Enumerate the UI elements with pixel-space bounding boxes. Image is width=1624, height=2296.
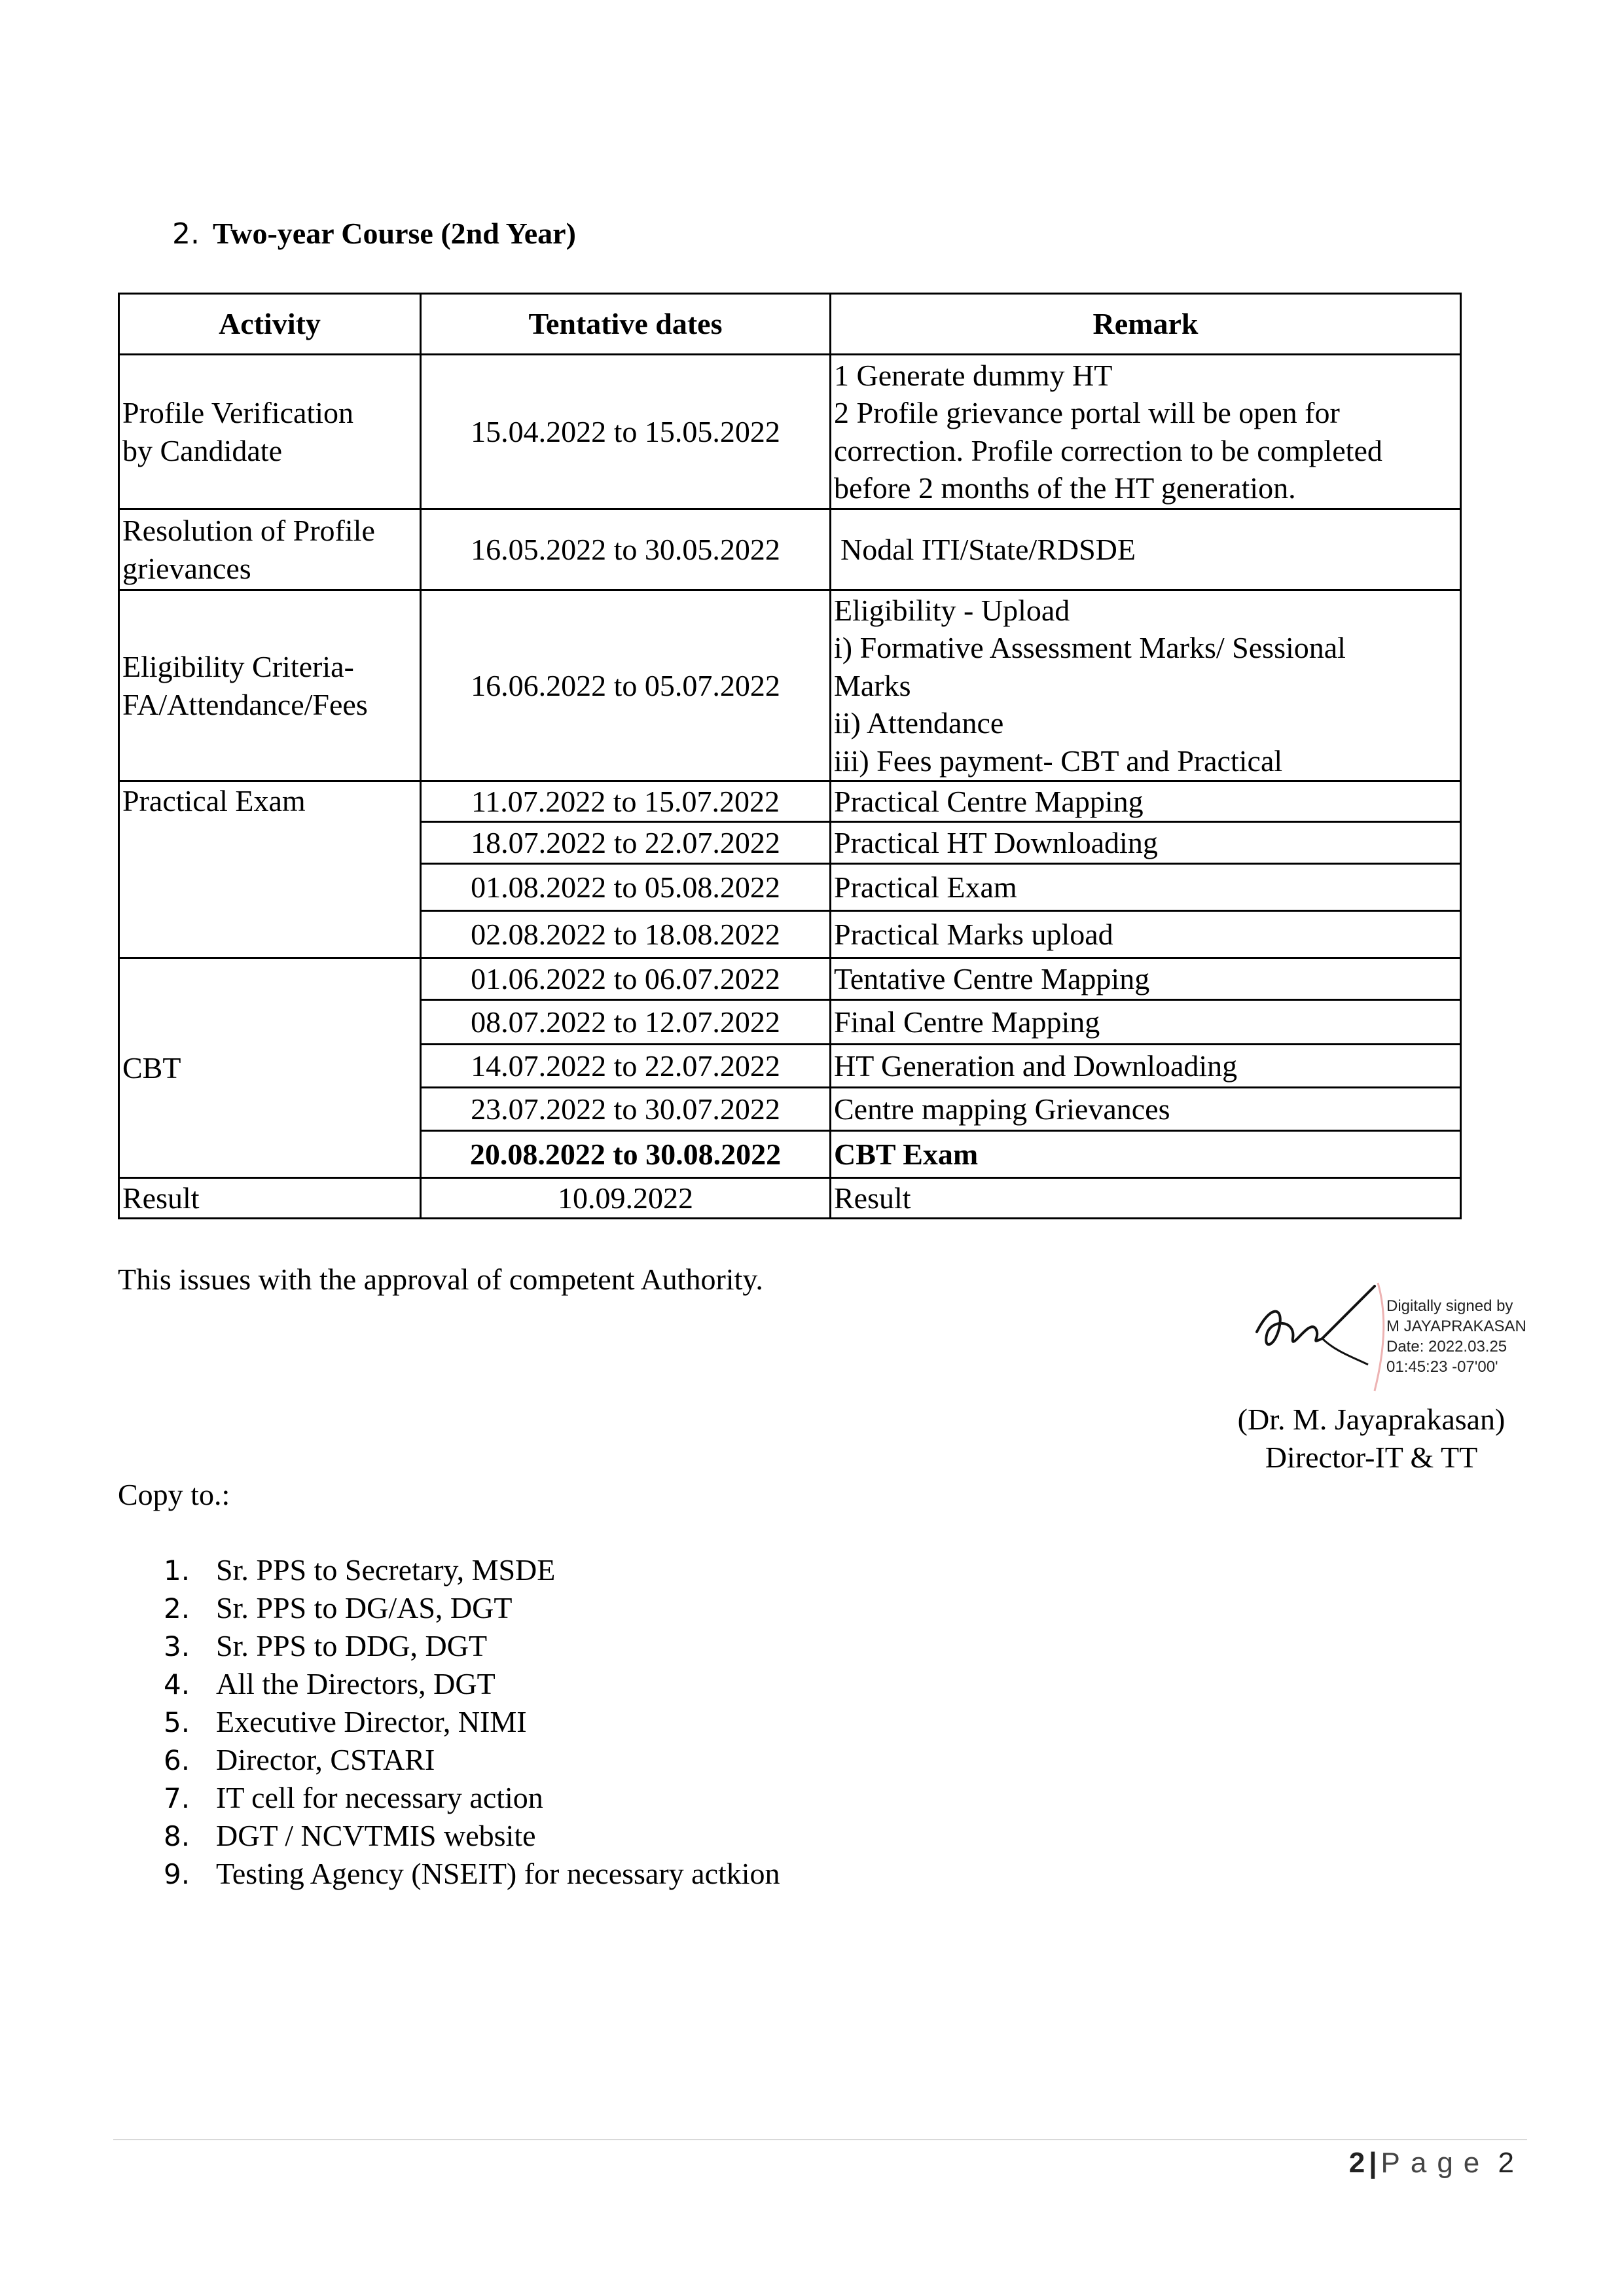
footer-page: 2 [1348, 2147, 1365, 2179]
activity-cell: Resolution of Profile grievances [119, 509, 421, 590]
remark-cell: Final Centre Mapping [831, 1000, 1461, 1045]
remark-cell: Practical Marks upload [831, 911, 1461, 958]
header-remark: Remark [831, 294, 1461, 355]
dates-cell: 14.07.2022 to 22.07.2022 [421, 1045, 831, 1088]
dates-cell: 16.06.2022 to 05.07.2022 [421, 590, 831, 781]
dates-cell: 16.05.2022 to 30.05.2022 [421, 509, 831, 590]
remark-cell: Centre mapping Grievances [831, 1088, 1461, 1131]
dates-cell: 02.08.2022 to 18.08.2022 [421, 911, 831, 958]
page-footer [1349, 2147, 1514, 2179]
dates-cell: 01.06.2022 to 06.07.2022 [421, 958, 831, 1000]
list-item: 6. Director, CSTARI [164, 1743, 435, 1776]
remark-cell: Practical Centre Mapping [831, 781, 1461, 822]
remark-cell: Eligibility - Upload i) Formative Assessment Marks/ Sessional Marks ii) Attendance iii) Fees payment- CBT and Practical [831, 590, 1461, 781]
table-row [119, 590, 1461, 781]
activity-cell: Practical Exam [119, 781, 421, 958]
activity-cell: Eligibility Criteria- FA/Attendance/Fees [119, 590, 421, 781]
activity-cell: CBT [119, 958, 421, 1178]
list-item: 8. DGT / NCVTMIS website [164, 1819, 536, 1852]
dates-cell: 18.07.2022 to 22.07.2022 [421, 822, 831, 864]
dates-cell: 11.07.2022 to 15.07.2022 [421, 781, 831, 822]
table-row [119, 781, 1461, 822]
copy-to-heading: Copy to.: [118, 1478, 230, 1511]
list-item: 3. Sr. PPS to DDG, DGT [164, 1629, 488, 1662]
dates-cell: 01.08.2022 to 05.08.2022 [421, 864, 831, 911]
remark-cell: Practical HT Downloading [831, 822, 1461, 864]
list-item: 7. IT cell for necessary action [164, 1781, 543, 1814]
signatory-designation: Director-IT & TT [1265, 1441, 1478, 1474]
copy-to-list [164, 1551, 780, 1893]
table-row [119, 1178, 1461, 1219]
header-activity: Activity [119, 294, 421, 355]
remark-cell: Nodal ITI/State/RDSDE [831, 509, 1461, 590]
signatory-name: (Dr. M. Jayaprakasan) [1237, 1403, 1506, 1436]
header-tentative-dates: Tentative dates [421, 294, 831, 355]
dates-cell: 23.07.2022 to 30.07.2022 [421, 1088, 831, 1131]
list-item: 1. Sr. PPS to Secretary, MSDE [164, 1553, 556, 1587]
footer-page-number: 2 [1498, 2147, 1514, 2179]
section-heading [172, 216, 576, 251]
footer-separator: | [1369, 2147, 1377, 2179]
list-item: 9. Testing Agency (NSEIT) for necessary actkion [164, 1857, 780, 1890]
activity-cell: Profile Verification by Candidate [119, 355, 421, 509]
activity-cell: Result [119, 1178, 421, 1219]
signatory-block [1218, 1401, 1525, 1477]
table-header-row [119, 294, 1461, 355]
list-item: 5. Executive Director, NIMI [164, 1705, 527, 1738]
remark-cell: CBT Exam [831, 1131, 1461, 1178]
handwritten-signature [1244, 1280, 1394, 1397]
approval-text: This issues with the approval of competent Authority. [118, 1263, 763, 1296]
remark-cell: Practical Exam [831, 864, 1461, 911]
footer-divider [113, 2139, 1527, 2140]
dates-cell: 10.09.2022 [421, 1178, 831, 1219]
dates-cell: 08.07.2022 to 12.07.2022 [421, 1000, 831, 1045]
schedule-table [118, 293, 1462, 1219]
list-item: 2. Sr. PPS to DG/AS, DGT [164, 1591, 513, 1624]
dates-cell: 15.04.2022 to 15.05.2022 [421, 355, 831, 509]
remark-cell: Result [831, 1178, 1461, 1219]
remark-cell: Tentative Centre Mapping [831, 958, 1461, 1000]
table-row [119, 355, 1461, 509]
remark-cell: 1 Generate dummy HT 2 Profile grievance portal will be open for correction. Profile correction to be completed before 2 months of the HT generation. [831, 355, 1461, 509]
footer-page-label: Page [1380, 2147, 1490, 2179]
table-row [119, 509, 1461, 590]
dates-cell: 20.08.2022 to 30.08.2022 [421, 1131, 831, 1178]
digital-signature-stamp: Digitally signed by M JAYAPRAKASAN Date: 2022.03.25 01:45:23 -07'00' [1386, 1297, 1526, 1376]
remark-cell: HT Generation and Downloading [831, 1045, 1461, 1088]
table-row [119, 958, 1461, 1000]
list-item: 4. All the Directors, DGT [164, 1667, 496, 1700]
section-number: 2. [172, 217, 200, 251]
section-title: Two-year Course (2nd Year) [212, 217, 576, 250]
